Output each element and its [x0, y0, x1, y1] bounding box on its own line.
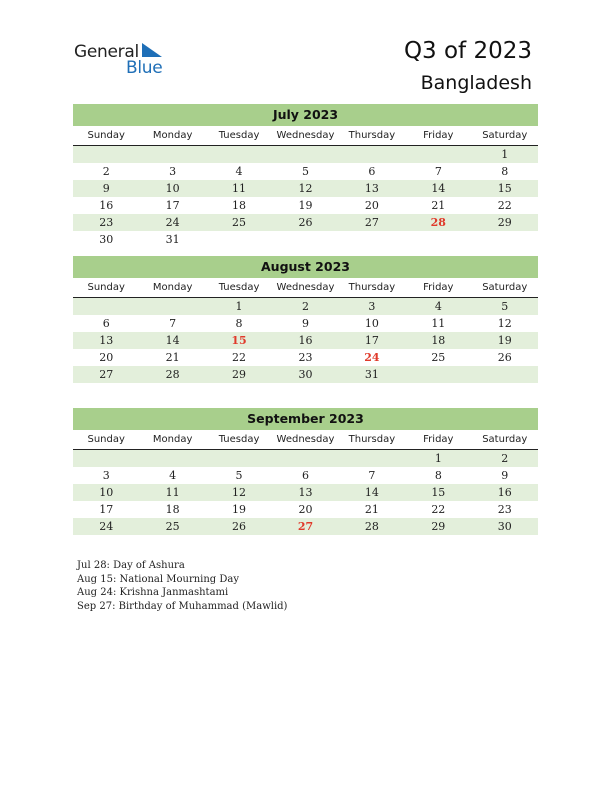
day-cell: 17	[165, 199, 180, 212]
month-header: August 2023	[73, 256, 538, 278]
holiday-note: Sep 27: Birthday of Muhammad (Mawlid)	[77, 600, 288, 612]
day-cell	[206, 231, 272, 248]
day-cell: 20	[298, 503, 313, 516]
holiday-note: Aug 24: Krishna Janmashtami	[77, 587, 229, 599]
week-row	[73, 349, 538, 366]
day-cell: 30	[497, 520, 512, 533]
logo	[74, 42, 174, 78]
week-row	[73, 467, 538, 484]
week-row	[73, 231, 538, 248]
day-cell: 7	[434, 165, 442, 178]
weekday-label: Saturday	[482, 434, 528, 445]
holiday-note: Jul 28: Day of Ashura	[77, 560, 185, 571]
week-row	[73, 332, 538, 349]
logo-word-general: General	[74, 42, 139, 62]
day-cell: 22	[431, 503, 446, 516]
day-cell: 6	[102, 317, 110, 330]
day-cell: 28	[165, 368, 180, 381]
day-cell: 2	[501, 452, 509, 465]
day-cell: 4	[169, 469, 177, 482]
weekday-label: Monday	[152, 130, 193, 141]
day-cell: 11	[431, 317, 446, 330]
day-cell: 8	[501, 165, 509, 178]
day-cell: 1	[434, 452, 442, 465]
day-cell: 11	[165, 486, 180, 499]
day-cell	[139, 146, 205, 163]
holiday-day-cell: 28	[430, 216, 446, 229]
day-cell: 30	[298, 368, 313, 381]
weekday-label: Sunday	[87, 130, 125, 141]
day-cell: 7	[368, 469, 376, 482]
day-cell: 20	[364, 199, 379, 212]
day-cell: 26	[298, 216, 313, 229]
holiday-note: Aug 15: National Mourning Day	[77, 573, 240, 585]
day-cell	[272, 146, 338, 163]
day-cell	[472, 366, 538, 383]
week-row	[73, 366, 538, 383]
day-cell: 9	[301, 317, 309, 330]
holiday-notes	[77, 559, 287, 613]
day-cell: 16	[298, 334, 313, 347]
weekday-label: Friday	[423, 130, 454, 141]
day-cell: 4	[434, 300, 442, 313]
weekday-label: Wednesday	[276, 130, 335, 141]
day-cell	[339, 146, 405, 163]
day-cell	[272, 231, 338, 248]
day-cell: 23	[497, 503, 512, 516]
day-cell: 29	[497, 216, 512, 229]
day-cell: 26	[232, 520, 247, 533]
weekday-label: Thursday	[348, 434, 396, 445]
day-cell: 23	[298, 351, 313, 364]
day-cell: 13	[364, 182, 379, 195]
day-cell: 25	[232, 216, 247, 229]
logo-word-blue: Blue	[126, 58, 163, 78]
day-cell: 25	[431, 351, 446, 364]
day-cell: 2	[301, 300, 309, 313]
day-cell	[405, 231, 471, 248]
day-cell	[139, 298, 205, 315]
week-row	[73, 450, 538, 467]
day-cell	[339, 450, 405, 467]
day-cell: 21	[431, 199, 446, 212]
day-cell: 14	[364, 486, 379, 499]
weekday-label: Saturday	[482, 130, 528, 141]
logo-triangle-icon	[142, 43, 164, 59]
weekday-label: Saturday	[482, 282, 528, 293]
day-cell: 9	[501, 469, 509, 482]
day-cell: 10	[364, 317, 379, 330]
weekday-label: Monday	[152, 434, 193, 445]
day-cell: 8	[235, 317, 243, 330]
day-cell: 1	[235, 300, 243, 313]
day-cell	[73, 450, 139, 467]
week-row	[73, 484, 538, 501]
day-cell: 14	[165, 334, 180, 347]
holiday-day-cell: 24	[364, 351, 380, 364]
weekday-label: Tuesday	[218, 282, 260, 293]
day-cell: 9	[102, 182, 110, 195]
day-cell: 3	[102, 469, 110, 482]
weekday-label: Friday	[423, 282, 454, 293]
day-cell: 5	[501, 300, 509, 313]
week-row	[73, 197, 538, 214]
day-cell	[73, 298, 139, 315]
day-cell: 22	[232, 351, 247, 364]
month-calendar-september	[73, 408, 538, 535]
day-cell: 18	[165, 503, 180, 516]
weekday-label: Thursday	[348, 130, 396, 141]
day-cell: 23	[99, 216, 114, 229]
day-cell: 24	[99, 520, 114, 533]
day-cell: 21	[364, 503, 379, 516]
day-cell	[472, 231, 538, 248]
day-cell: 6	[368, 165, 376, 178]
day-cell: 14	[431, 182, 446, 195]
day-cell: 27	[99, 368, 114, 381]
day-cell	[405, 146, 471, 163]
day-cell: 18	[232, 199, 247, 212]
day-cell: 8	[434, 469, 442, 482]
country-name: Bangladesh	[420, 72, 532, 94]
day-cell: 24	[165, 216, 180, 229]
day-cell: 13	[99, 334, 114, 347]
day-cell: 10	[165, 182, 180, 195]
week-row	[73, 163, 538, 180]
week-row	[73, 180, 538, 197]
day-cell: 18	[431, 334, 446, 347]
day-cell: 19	[497, 334, 512, 347]
day-cell: 17	[364, 334, 379, 347]
weekday-header-row	[73, 279, 538, 298]
day-cell: 15	[431, 486, 446, 499]
page-title: Q3 of 2023	[403, 38, 532, 64]
weekday-label: Sunday	[87, 282, 125, 293]
day-cell	[405, 366, 471, 383]
week-row	[73, 146, 538, 163]
day-cell: 12	[497, 317, 512, 330]
weekday-label: Friday	[423, 434, 454, 445]
day-cell: 20	[99, 351, 114, 364]
weekday-label: Monday	[152, 282, 193, 293]
day-cell: 28	[364, 520, 379, 533]
day-cell: 30	[99, 233, 114, 246]
day-cell: 4	[235, 165, 243, 178]
day-cell: 19	[298, 199, 313, 212]
day-cell	[206, 450, 272, 467]
weekday-label: Tuesday	[218, 130, 260, 141]
day-cell	[339, 231, 405, 248]
weekday-header-row	[73, 127, 538, 146]
day-cell: 12	[232, 486, 247, 499]
day-cell	[73, 146, 139, 163]
week-row	[73, 518, 538, 535]
weekday-label: Wednesday	[276, 282, 335, 293]
day-cell: 5	[301, 165, 309, 178]
weekday-label: Wednesday	[276, 434, 335, 445]
day-cell: 12	[298, 182, 313, 195]
day-cell: 29	[232, 368, 247, 381]
month-header: July 2023	[73, 104, 538, 126]
weekday-label: Sunday	[87, 434, 125, 445]
day-cell: 31	[364, 368, 379, 381]
day-cell: 31	[165, 233, 180, 246]
week-row	[73, 501, 538, 518]
day-cell: 29	[431, 520, 446, 533]
day-cell: 15	[497, 182, 512, 195]
month-calendar-july	[73, 104, 538, 248]
day-cell: 21	[165, 351, 180, 364]
day-cell: 26	[497, 351, 512, 364]
day-cell: 2	[102, 165, 110, 178]
week-row	[73, 298, 538, 315]
month-header: September 2023	[73, 408, 538, 430]
day-cell: 6	[301, 469, 309, 482]
day-cell: 27	[364, 216, 379, 229]
day-cell	[272, 450, 338, 467]
week-row	[73, 214, 538, 231]
weekday-label: Thursday	[348, 282, 396, 293]
day-cell	[139, 450, 205, 467]
day-cell: 5	[235, 469, 243, 482]
day-cell: 3	[169, 165, 177, 178]
day-cell: 10	[99, 486, 114, 499]
day-cell: 22	[497, 199, 512, 212]
day-cell	[206, 146, 272, 163]
day-cell: 1	[501, 148, 509, 161]
day-cell: 3	[368, 300, 376, 313]
day-cell: 11	[232, 182, 247, 195]
day-cell: 7	[169, 317, 177, 330]
day-cell: 25	[165, 520, 180, 533]
weekday-label: Tuesday	[218, 434, 260, 445]
day-cell: 19	[232, 503, 247, 516]
day-cell: 13	[298, 486, 313, 499]
day-cell: 16	[99, 199, 114, 212]
day-cell: 17	[99, 503, 114, 516]
holiday-day-cell: 15	[231, 334, 247, 347]
weekday-header-row	[73, 431, 538, 450]
month-calendar-august	[73, 256, 538, 383]
week-row	[73, 315, 538, 332]
holiday-day-cell: 27	[297, 520, 314, 533]
day-cell: 16	[497, 486, 512, 499]
